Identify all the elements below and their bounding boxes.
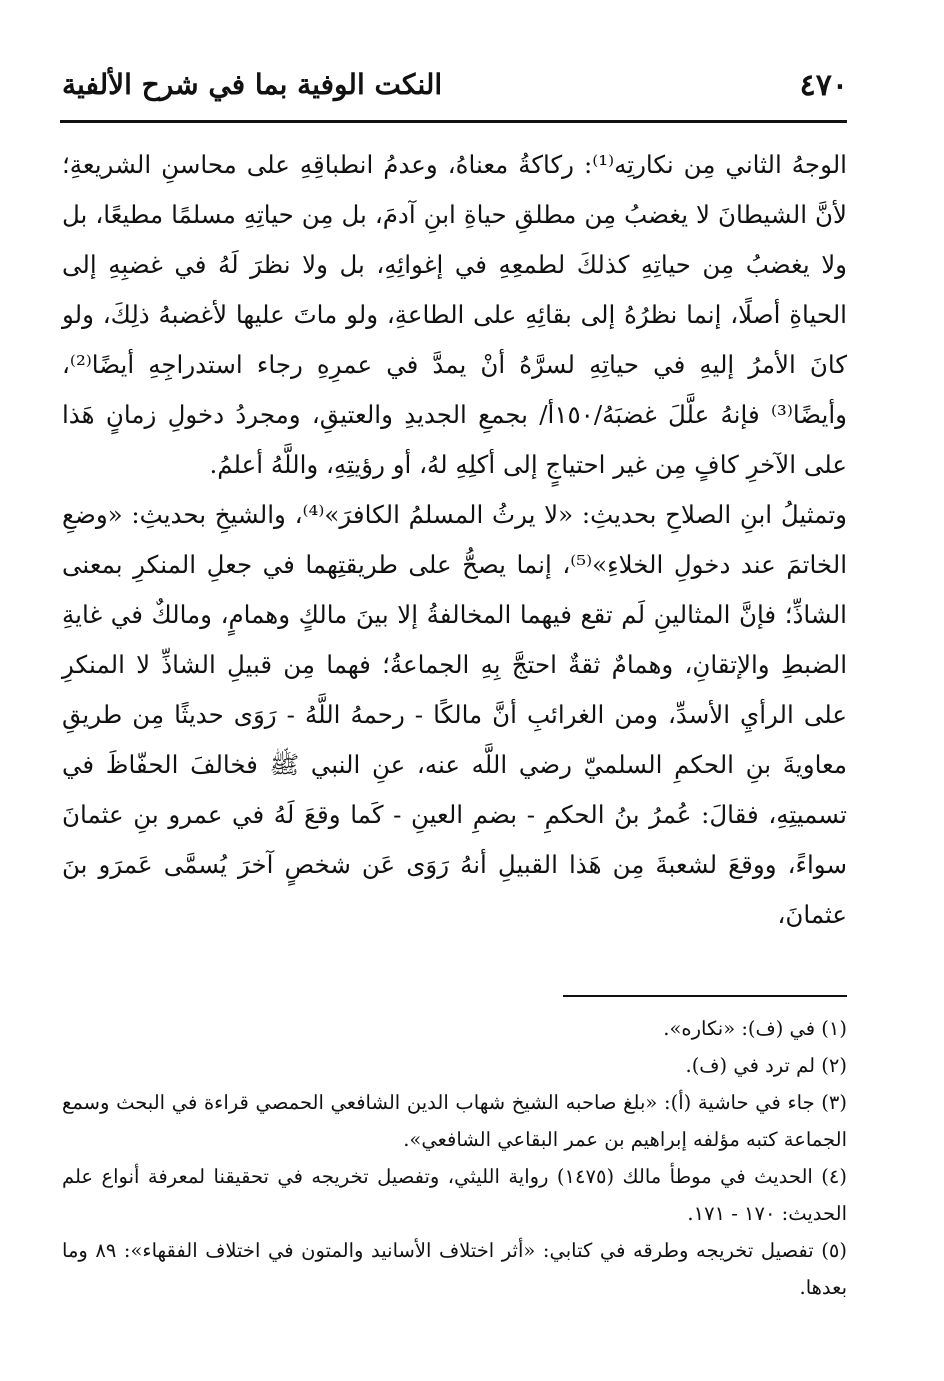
running-title: النكت الوفية بما في شرح الألفية	[62, 68, 443, 101]
footnote-2: (٢) لم ترد في (ف).	[685, 1054, 847, 1077]
footnote-3: (٣) جاء في حاشية (أ): «بلغ صاحبه الشيخ شهاب الدين الشافعي الحمصي قراءة في البحث وسمع الجماعة كتبه مؤلفه إبراهيم بن عمر البقاعي الشافعي».	[62, 1091, 847, 1151]
footnotes	[62, 1010, 847, 1306]
footnote-4: (٤) الحديث في موطأ مالك (١٤٧٥) رواية الليثي، وتفصيل تخريجه في تحقيقنا لمعرفة أنواع علم الحديث: ١٧٠ - ١٧١.	[62, 1165, 847, 1225]
header-rule	[60, 120, 847, 123]
page-number: ٤٧٠	[799, 68, 848, 103]
footnote-5: (٥) تفصيل تخريجه وطرقه في كتابي: «أثر اختلاف الأسانيد والمتون في اختلاف الفقهاء»: ٨٩ وما بعدها.	[62, 1239, 847, 1299]
footnote-separator	[563, 995, 847, 997]
main-text	[62, 140, 847, 940]
paragraph-1: الوجهُ الثاني مِن نكارتِه⁽¹⁾: ركاكةُ معناهُ، وعدمُ انطباقِهِ على محاسنِ الشريعةِ؛ لأنَّ الشيطانَ لا يغضبُ مِن مطلقِ حياةِ ابنِ آدمَ، بل مِن حياتِهِ مسلمًا مطيعًا، بل ولا يغضبُ مِن حياتِهِ كذلكَ لطمعِهِ في إغوائِهِ، بل ولا نظرَ لَهُ في غضبِهِ إلى الحياةِ أصلًا، إنما نظرُهُ إلى بقائِهِ على الطاعةِ، ولو ماتَ عليها لأغضبهُ ذلِكَ، ولو كانَ الأمرُ إليهِ في حياتِهِ لسرَّهُ أنْ يمدَّ في عمرِهِ رجاء استدراجِهِ أيضًا⁽²⁾، وأيضًا⁽³⁾ فإنهُ علَّلَ غضبَهُ/١٥٠أ/ بجمعِ الجديدِ والعتيقِ، ومجردُ دخولِ زمانٍ هَذا على الآخرِ كافٍ مِن غير احتياجٍ إلى أكلِهِ لهُ، أو رؤيتِهِ، واللَّهُ أعلمُ.	[62, 150, 847, 479]
page-header	[62, 68, 848, 120]
paragraph-2: وتمثيلُ ابنِ الصلاحِ بحديثِ: «لا يرثُ المسلمُ الكافرَ»⁽⁴⁾، والشيخِ بحديثِ: «وضعِ الخاتمَ عند دخولِ الخلاءِ»⁽⁵⁾، إنما يصحُّ على طريقتِهما في جعلِ المنكرِ بمعنى الشاذِّ؛ فإنَّ المثالينِ لَم تقع فيهما المخالفةُ إلا بينَ مالكٍ وهمامٍ، ومالكٌ في غايةِ الضبطِ والإتقانِ، وهمامٌ ثقةٌ احتجَّ بِهِ الجماعةُ؛ فهما مِن قبيلِ الشاذِّ لا المنكرِ على الرأيِ الأسدِّ، ومن الغرائبِ أنَّ مالكًا - رحمهُ اللَّهُ - رَوَى حديثًا مِن طريقِ معاويةَ بنِ الحكمِ السلميّ رضي اللَّه عنه، عنِ النبي ﷺ فخالفَ الحفّاظَ في تسميتِهِ، فقالَ: عُمرُ بنُ الحكمِ - بضمِ العينِ - كَما وقعَ لَهُ في عمرو بنِ عثمانَ سواءً، ووقعَ لشعبةَ مِن هَذا القبيلِ أنهُ رَوَى عَن شخصٍ آخرَ يُسمَّى عَمرَو بنَ عثمانَ،	[62, 500, 848, 929]
footnote-1: (١) في (ف): «نكاره».	[663, 1017, 847, 1040]
